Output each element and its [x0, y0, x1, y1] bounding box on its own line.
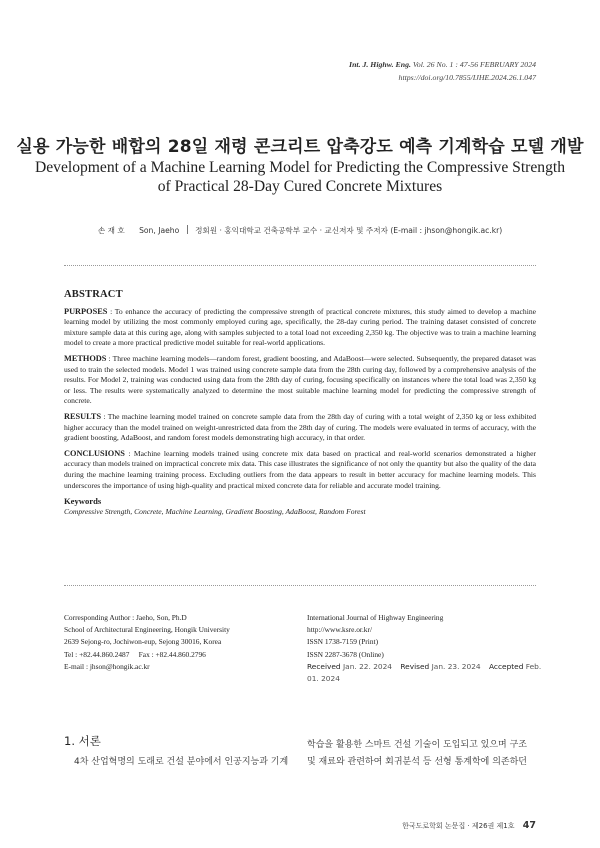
- accepted-date: Feb. 01. 2024: [307, 661, 542, 684]
- author-name-ko: 손 재 호: [97, 226, 125, 235]
- received-date: Jan. 22. 2024: [343, 661, 393, 671]
- journal-abbrev: Int. J. Highw. Eng.: [349, 60, 411, 69]
- divider-top: [64, 265, 536, 266]
- author-line: [0, 225, 600, 236]
- author-name-en: Son, Jaeho: [139, 226, 180, 235]
- divider-bottom: [64, 585, 536, 586]
- journal-name: International Journal of Highway Engineering: [307, 613, 444, 622]
- keywords-list: Compressive Strength, Concrete, Machine Learning, Gradient Boosting, AdaBoost, Random Forest: [64, 506, 366, 516]
- abstract-results: [64, 412, 536, 444]
- revised-label: Revised: [400, 661, 430, 671]
- volume-info: Vol. 26 No. 1 : 47-56 FEBRUARY 2024: [412, 60, 536, 69]
- results-label: RESULTS: [64, 411, 102, 421]
- corr-author: Corresponding Author : Jaeho, Son, Ph.D: [64, 613, 187, 622]
- english-title: [0, 158, 600, 196]
- korean-title: 실용 가능한 배합의 28일 재령 콘크리트 압축강도 예측 기계학습 모델 개발: [16, 137, 584, 157]
- intro-left-column: 4차 산업혁명의 도래로 건설 분야에서 인공지능과 기계: [74, 757, 289, 767]
- issn-online: ISSN 2287-3678 (Online): [307, 649, 384, 659]
- doi-link[interactable]: https://doi.org/10.7855/IJHE.2024.26.1.047: [398, 73, 536, 82]
- accepted-label: Accepted: [488, 661, 524, 671]
- page-number: 47: [522, 820, 536, 831]
- abstract-heading: ABSTRACT: [64, 289, 123, 300]
- corr-phone: Tel : +82.44.860.2487 Fax : +82.44.860.2796: [64, 649, 206, 659]
- journal-url[interactable]: http://www.ksre.or.kr/: [307, 625, 373, 635]
- purposes-text: : To enhance the accuracy of predicting the compressive strength of practical concrete mixtures, this study aimed to develop a machine learning model by utilizing the most commonly employed curing age, specifically, the 28-day curing period. The training dataset consisted of concrete mixture sample data at this curing age, along with samples subjected to a total load not exceeding 2,350 kg. The objective was to train a machine learning model to create a more practical predictive model suitable for real-world applications.: [64, 306, 536, 348]
- abstract-methods: [64, 354, 536, 407]
- methods-label: METHODS: [64, 353, 107, 363]
- journal-header: [349, 58, 536, 84]
- issn-print: ISSN 1738-7159 (Print): [307, 637, 379, 647]
- results-text: : The machine learning model trained on concrete sample data from the 28th day of curing with a total weight of 2,350 kg or less exhibited higher accuracy than the model trained on weight-unrestricted data from the 28th day of curing. The models were evaluated in terms of accuracy, with the gradient boosting, AdaBoost, and random forest models demonstrating high accuracy, in that order.: [64, 411, 536, 443]
- intro-right-line-2: 및 재료와 관련하여 회귀분석 등 선형 통계학에 의존하던: [307, 757, 527, 767]
- conclusions-label: CONCLUSIONS: [64, 448, 125, 458]
- abstract-purposes: [64, 307, 536, 349]
- corr-email[interactable]: E-mail : jhson@hongik.ac.kr: [64, 661, 150, 671]
- footer-journal: 한국도로학회 논문집 · 제26권 제1호: [402, 822, 515, 830]
- abstract-section: [64, 290, 536, 517]
- page-footer: [402, 820, 536, 831]
- author-affiliation: 정회원 · 홍익대학교 건축공학부 교수 · 교신저자 및 주저자 (E-mail : jhson@hongik.ac.kr): [195, 226, 503, 235]
- correspondence-block: [64, 612, 294, 673]
- abstract-conclusions: [64, 449, 536, 491]
- corr-school: School of Architectural Engineering, Hongik University: [64, 625, 230, 635]
- corr-address: 2639 Sejong-ro, Jochiwon-eup, Sejong 30016, Korea: [64, 637, 222, 647]
- methods-text: : Three machine learning models—random forest, gradient boosting, and AdaBoost—were selected. Subsequently, the prepared dataset was used to train the selected models. Model 1 was trained using concrete sample data from the 28th curing day, followed by a comprehensive analysis of the results. For Model 2, training was conducted using data from the 28th day of curing, focusing specifically on instances where the total load was 2,350 kg or less. The results were systematically analyzed to determine the most suitable machine learning model for predicting the compressive strength of concrete.: [64, 353, 536, 406]
- journal-citation: [349, 58, 536, 71]
- intro-right-column: [307, 737, 539, 771]
- separator: [187, 225, 188, 234]
- revised-date: Jan. 23. 2024: [431, 661, 481, 671]
- conclusions-text: : Machine learning models trained using concrete mix data based on practical and real-world scenarios demonstrated a higher accuracy than models trained on impractical concrete mix data. This case illustrates the significance of not only the quantity but also the quality of the data during the machine learning training process. Excluding outliers from the data appears to result in better accuracy for machine learning models. This underscores the importance of using high-quality and practical mixed concrete data for reliable and accurate model training.: [64, 448, 536, 490]
- keywords-heading: Keywords: [64, 496, 102, 507]
- english-title-line-1: Development of a Machine Learning Model for Predicting the Compressive Strength: [34, 159, 566, 176]
- publication-info: [307, 612, 547, 685]
- section-heading-intro: 1. 서론: [64, 734, 101, 748]
- received-label: Received: [307, 661, 341, 671]
- intro-right-line-1: 학습을 활용한 스마트 건설 기술이 도입되고 있으며 구조: [307, 740, 527, 750]
- publication-dates: [307, 661, 547, 685]
- english-title-line-2: of Practical 28-Day Cured Concrete Mixtures: [157, 178, 443, 195]
- purposes-label: PURPOSES: [64, 306, 108, 316]
